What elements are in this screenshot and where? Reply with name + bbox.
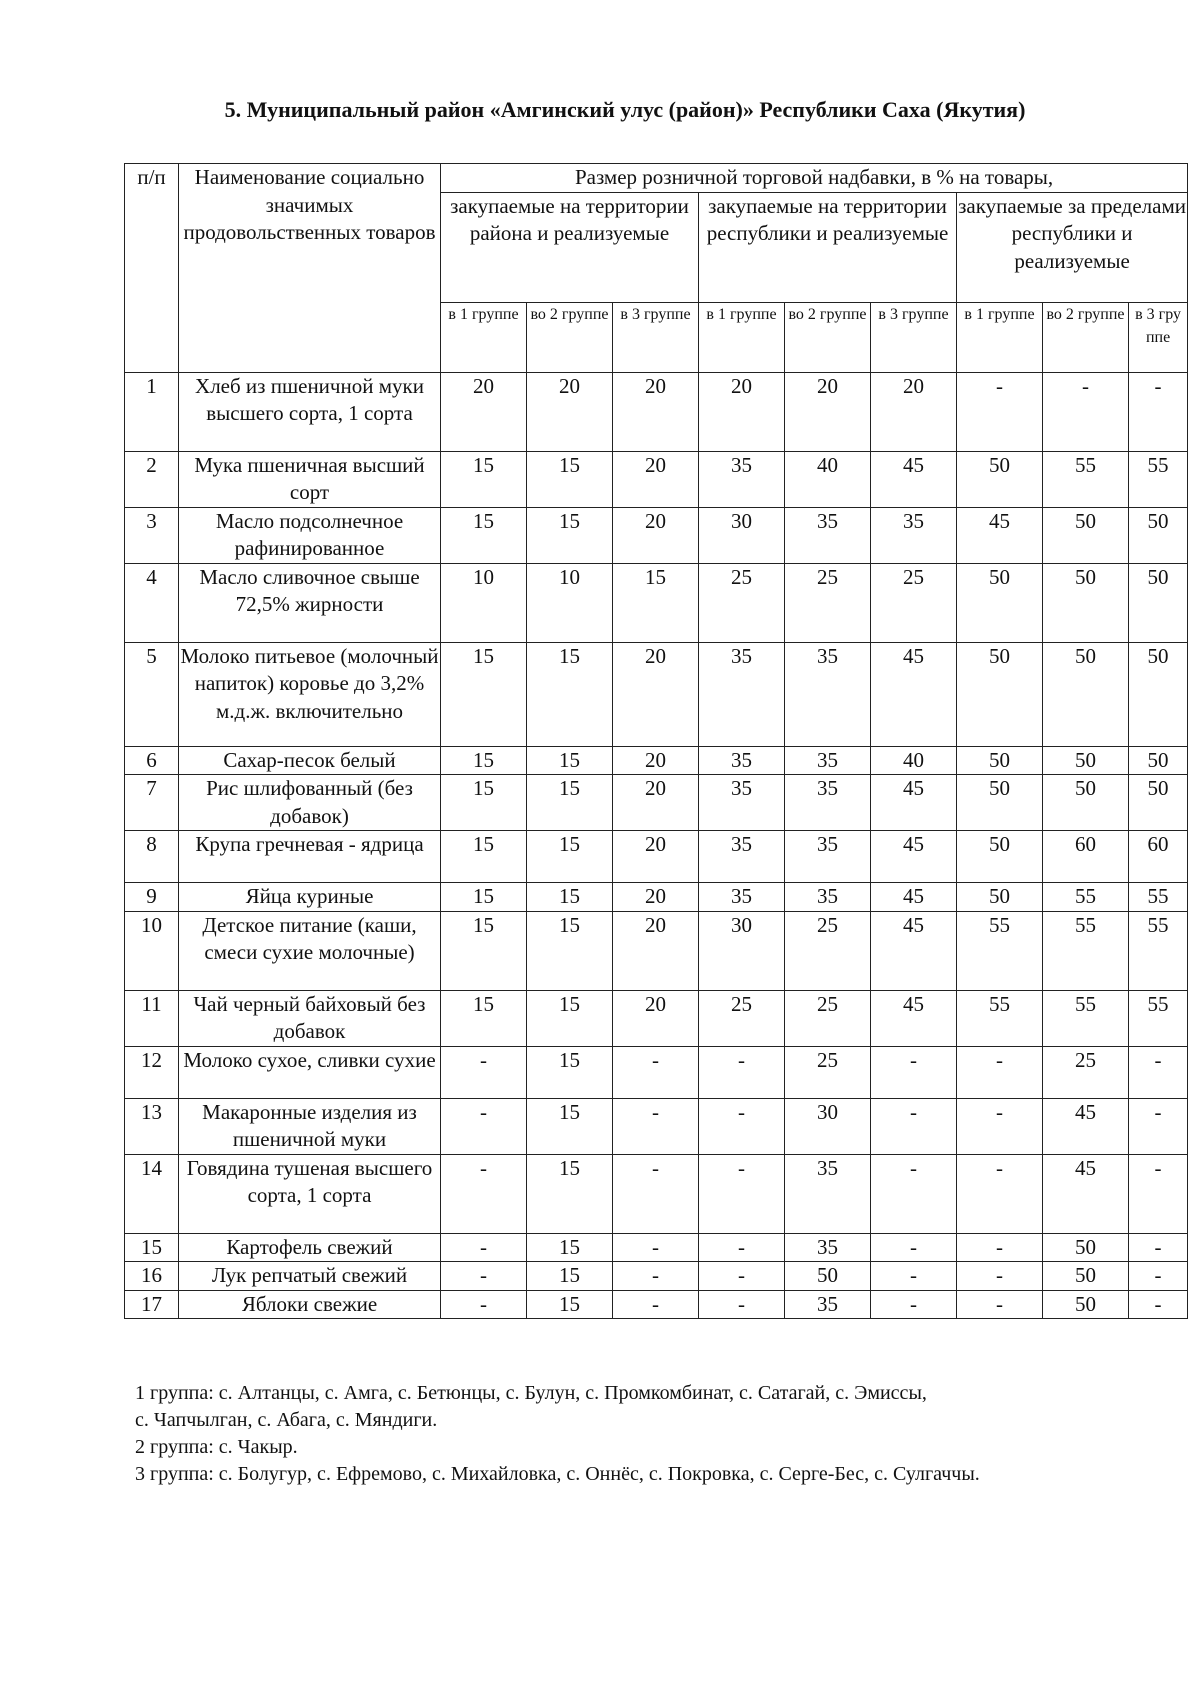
table-row xyxy=(125,775,1188,831)
row-number: 8 xyxy=(125,831,179,883)
product-name: Крупа гречневая - ядрица xyxy=(179,831,441,883)
markup-value: 20 xyxy=(871,372,957,451)
product-name: Яйца куриные xyxy=(179,883,441,912)
markup-value: 15 xyxy=(441,642,527,746)
table-row xyxy=(125,911,1188,990)
table-row xyxy=(125,507,1188,563)
markup-table xyxy=(124,163,1188,1319)
markup-value: 35 xyxy=(699,451,785,507)
product-name: Детское питание (каши, смеси сухие молочные) xyxy=(179,911,441,990)
markup-value: - xyxy=(699,1233,785,1262)
row-number: 4 xyxy=(125,563,179,642)
markup-value: - xyxy=(699,1290,785,1319)
markup-value: 15 xyxy=(527,1290,613,1319)
table-row xyxy=(125,1290,1188,1319)
markup-value: 35 xyxy=(699,775,785,831)
markup-value: 15 xyxy=(441,775,527,831)
header-group-1-1: в 1 группе xyxy=(441,302,527,372)
row-number: 13 xyxy=(125,1098,179,1154)
markup-value: 40 xyxy=(785,451,871,507)
header-group-3-3: в 3 гру ппе xyxy=(1129,302,1188,372)
row-number: 6 xyxy=(125,746,179,775)
product-name: Лук репчатый свежий xyxy=(179,1262,441,1291)
markup-value: 55 xyxy=(1129,911,1188,990)
markup-value: - xyxy=(957,1233,1043,1262)
header-region-republic: закупаемые на территории республики и реализуемые xyxy=(699,192,957,302)
row-number: 3 xyxy=(125,507,179,563)
markup-value: 15 xyxy=(527,990,613,1046)
markup-value: - xyxy=(613,1233,699,1262)
row-number: 5 xyxy=(125,642,179,746)
table-row xyxy=(125,1262,1188,1291)
markup-value: 50 xyxy=(1129,775,1188,831)
markup-value: 45 xyxy=(871,451,957,507)
row-number: 7 xyxy=(125,775,179,831)
header-group-2-2: во 2 группе xyxy=(785,302,871,372)
markup-value: 15 xyxy=(527,1262,613,1291)
note-line: 1 группа: с. Алтанцы, с. Амга, с. Бетюнцы, с. Булун, с. Промкомбинат, с. Сатагай, с. Эмиссы, xyxy=(135,1382,927,1404)
markup-value: 35 xyxy=(699,883,785,912)
markup-value: - xyxy=(441,1154,527,1233)
header-group-3-2: во 2 группе xyxy=(1043,302,1129,372)
header-region-district: закупаемые на территории района и реализуемые xyxy=(441,192,699,302)
markup-value: - xyxy=(699,1262,785,1291)
markup-value: 45 xyxy=(1043,1098,1129,1154)
markup-value: 50 xyxy=(957,451,1043,507)
markup-value: 45 xyxy=(957,507,1043,563)
markup-value: 35 xyxy=(785,1154,871,1233)
markup-value: 35 xyxy=(785,775,871,831)
markup-value: 20 xyxy=(613,451,699,507)
markup-value: 50 xyxy=(785,1262,871,1291)
markup-value: 20 xyxy=(699,372,785,451)
markup-value: 15 xyxy=(527,831,613,883)
markup-value: 15 xyxy=(527,642,613,746)
markup-value: - xyxy=(1129,1233,1188,1262)
markup-value: 35 xyxy=(785,831,871,883)
product-name: Яблоки свежие xyxy=(179,1290,441,1319)
markup-value: - xyxy=(1129,1290,1188,1319)
table-row xyxy=(125,642,1188,746)
markup-value: 35 xyxy=(785,746,871,775)
markup-value: 15 xyxy=(527,1046,613,1098)
markup-value: 15 xyxy=(441,746,527,775)
markup-value: 20 xyxy=(613,911,699,990)
markup-value: 60 xyxy=(1129,831,1188,883)
row-number: 12 xyxy=(125,1046,179,1098)
markup-value: 15 xyxy=(441,990,527,1046)
header-group-1-3: в 3 группе xyxy=(613,302,699,372)
markup-value: 15 xyxy=(441,507,527,563)
header-group-2-3: в 3 группе xyxy=(871,302,957,372)
product-name: Масло сливочное свыше 72,5% жирности xyxy=(179,563,441,642)
markup-value: 25 xyxy=(871,563,957,642)
markup-value: 20 xyxy=(613,507,699,563)
markup-value: 30 xyxy=(785,1098,871,1154)
page-title: 5. Муниципальный район «Амгинский улус (район)» Республики Саха (Якутия) xyxy=(224,97,1026,122)
markup-value: - xyxy=(613,1262,699,1291)
group-notes xyxy=(135,1380,1185,1488)
markup-value: 20 xyxy=(613,831,699,883)
markup-value: 10 xyxy=(527,563,613,642)
row-number: 2 xyxy=(125,451,179,507)
row-number: 11 xyxy=(125,990,179,1046)
markup-value: 25 xyxy=(785,990,871,1046)
markup-value: 55 xyxy=(1043,883,1129,912)
table-row xyxy=(125,1233,1188,1262)
table-row xyxy=(125,990,1188,1046)
markup-value: 50 xyxy=(1129,563,1188,642)
markup-value: 25 xyxy=(785,911,871,990)
table-row xyxy=(125,563,1188,642)
markup-value: 20 xyxy=(441,372,527,451)
table-row xyxy=(125,372,1188,451)
row-number: 16 xyxy=(125,1262,179,1291)
markup-value: 15 xyxy=(441,883,527,912)
markup-value: - xyxy=(1129,372,1188,451)
markup-value: 35 xyxy=(785,1233,871,1262)
markup-value: - xyxy=(1129,1262,1188,1291)
row-number: 10 xyxy=(125,911,179,990)
product-name: Масло подсолнечное рафинированное xyxy=(179,507,441,563)
markup-value: 35 xyxy=(785,642,871,746)
markup-value: - xyxy=(957,1262,1043,1291)
header-num: п/п xyxy=(125,164,179,373)
product-name: Чай черный байховый без добавок xyxy=(179,990,441,1046)
markup-value: 50 xyxy=(957,831,1043,883)
markup-value: 50 xyxy=(1129,507,1188,563)
markup-value: 20 xyxy=(613,746,699,775)
markup-value: 20 xyxy=(613,642,699,746)
markup-value: 50 xyxy=(957,775,1043,831)
markup-value: 50 xyxy=(1043,507,1129,563)
markup-value: 45 xyxy=(871,990,957,1046)
markup-value: - xyxy=(441,1233,527,1262)
markup-value: 15 xyxy=(527,775,613,831)
row-number: 15 xyxy=(125,1233,179,1262)
markup-value: 20 xyxy=(527,372,613,451)
markup-value: - xyxy=(613,1046,699,1098)
markup-value: 55 xyxy=(1043,451,1129,507)
markup-value: - xyxy=(441,1262,527,1291)
product-name: Молоко сухое, сливки сухие xyxy=(179,1046,441,1098)
markup-value: 30 xyxy=(699,507,785,563)
markup-value: - xyxy=(957,372,1043,451)
table-row xyxy=(125,1098,1188,1154)
markup-value: - xyxy=(613,1290,699,1319)
markup-value: - xyxy=(957,1290,1043,1319)
markup-value: 50 xyxy=(1043,1233,1129,1262)
table-row xyxy=(125,451,1188,507)
product-name: Молоко питьевое (молочный напиток) коровье до 3,2% м.д.ж. включительно xyxy=(179,642,441,746)
markup-value: 50 xyxy=(957,746,1043,775)
markup-value: 15 xyxy=(441,911,527,990)
table-row xyxy=(125,746,1188,775)
markup-value: 35 xyxy=(871,507,957,563)
markup-value: 15 xyxy=(613,563,699,642)
markup-value: - xyxy=(699,1046,785,1098)
markup-value: 20 xyxy=(613,883,699,912)
markup-value: - xyxy=(871,1262,957,1291)
markup-value: 55 xyxy=(1129,451,1188,507)
markup-value: 55 xyxy=(957,911,1043,990)
markup-value: 50 xyxy=(1043,563,1129,642)
markup-value: 55 xyxy=(957,990,1043,1046)
markup-value: 45 xyxy=(871,642,957,746)
note-line: 3 группа: с. Болугур, с. Ефремово, с. Михайловка, с. Оннёс, с. Покровка, с. Серге-Бес, с. Сулгаччы. xyxy=(135,1463,980,1485)
markup-value: 15 xyxy=(527,911,613,990)
markup-value: 30 xyxy=(699,911,785,990)
markup-value: 45 xyxy=(871,911,957,990)
markup-value: - xyxy=(441,1098,527,1154)
markup-value: - xyxy=(871,1098,957,1154)
markup-value: 55 xyxy=(1129,990,1188,1046)
markup-value: 35 xyxy=(699,831,785,883)
markup-value: 45 xyxy=(871,883,957,912)
markup-value: 20 xyxy=(613,775,699,831)
markup-value: - xyxy=(1129,1154,1188,1233)
markup-value: 60 xyxy=(1043,831,1129,883)
markup-value: - xyxy=(441,1046,527,1098)
markup-value: 50 xyxy=(1129,746,1188,775)
header-markup: Размер розничной торговой надбавки, в % на товары, xyxy=(441,164,1188,193)
row-number: 14 xyxy=(125,1154,179,1233)
markup-value: 50 xyxy=(1043,775,1129,831)
markup-value: 25 xyxy=(699,563,785,642)
row-number: 1 xyxy=(125,372,179,451)
markup-value: - xyxy=(871,1233,957,1262)
markup-value: 55 xyxy=(1043,990,1129,1046)
markup-value: 15 xyxy=(527,883,613,912)
markup-value: 50 xyxy=(957,563,1043,642)
product-name: Рис шлифованный (без добавок) xyxy=(179,775,441,831)
header-group-2-1: в 1 группе xyxy=(699,302,785,372)
markup-value: 35 xyxy=(785,883,871,912)
markup-value: 10 xyxy=(441,563,527,642)
note-line: с. Чапчылган, с. Абага, с. Мяндиги. xyxy=(135,1409,438,1431)
markup-value: 25 xyxy=(1043,1046,1129,1098)
markup-value: 55 xyxy=(1043,911,1129,990)
markup-value: - xyxy=(957,1046,1043,1098)
markup-value: 15 xyxy=(441,831,527,883)
product-name: Говядина тушеная высшего сорта, 1 сорта xyxy=(179,1154,441,1233)
markup-value: - xyxy=(1129,1098,1188,1154)
markup-value: 35 xyxy=(785,507,871,563)
header-group-3-1: в 1 группе xyxy=(957,302,1043,372)
markup-value: 15 xyxy=(441,451,527,507)
markup-value: 15 xyxy=(527,746,613,775)
markup-value: 50 xyxy=(1129,642,1188,746)
markup-value: 45 xyxy=(871,775,957,831)
product-name: Сахар-песок белый xyxy=(179,746,441,775)
markup-value: - xyxy=(1043,372,1129,451)
markup-value: 15 xyxy=(527,1233,613,1262)
product-name: Картофель свежий xyxy=(179,1233,441,1262)
row-number: 17 xyxy=(125,1290,179,1319)
markup-value: 35 xyxy=(699,746,785,775)
product-name: Макаронные изделия из пшеничной муки xyxy=(179,1098,441,1154)
markup-value: 50 xyxy=(1043,642,1129,746)
markup-value: 20 xyxy=(613,372,699,451)
markup-value: 15 xyxy=(527,507,613,563)
markup-value: - xyxy=(957,1098,1043,1154)
markup-value: 20 xyxy=(785,372,871,451)
markup-value: 35 xyxy=(785,1290,871,1319)
markup-value: - xyxy=(871,1154,957,1233)
markup-value: - xyxy=(441,1290,527,1319)
markup-value: 45 xyxy=(1043,1154,1129,1233)
markup-value: 50 xyxy=(1043,1290,1129,1319)
header-group-1-2: во 2 группе xyxy=(527,302,613,372)
markup-value: 50 xyxy=(957,642,1043,746)
row-number: 9 xyxy=(125,883,179,912)
table-row xyxy=(125,831,1188,883)
markup-value: - xyxy=(699,1098,785,1154)
markup-value: 40 xyxy=(871,746,957,775)
markup-value: 20 xyxy=(613,990,699,1046)
markup-value: 50 xyxy=(957,883,1043,912)
header-product-name: Наименование социально значимых продовольственных товаров xyxy=(179,164,441,373)
markup-value: - xyxy=(871,1046,957,1098)
markup-value: - xyxy=(1129,1046,1188,1098)
markup-value: 15 xyxy=(527,1154,613,1233)
markup-value: 25 xyxy=(699,990,785,1046)
product-name: Мука пшеничная высший сорт xyxy=(179,451,441,507)
markup-value: - xyxy=(613,1154,699,1233)
markup-value: - xyxy=(871,1290,957,1319)
table-row xyxy=(125,1154,1188,1233)
markup-value: 50 xyxy=(1043,1262,1129,1291)
markup-value: 35 xyxy=(699,642,785,746)
table-row xyxy=(125,883,1188,912)
markup-value: 25 xyxy=(785,1046,871,1098)
markup-value: - xyxy=(957,1154,1043,1233)
markup-value: 55 xyxy=(1129,883,1188,912)
markup-value: 15 xyxy=(527,1098,613,1154)
markup-value: 50 xyxy=(1043,746,1129,775)
header-region-outside: закупаемые за пределами республики и реализуемые xyxy=(957,192,1188,302)
markup-value: 15 xyxy=(527,451,613,507)
product-name: Хлеб из пшеничной муки высшего сорта, 1 сорта xyxy=(179,372,441,451)
note-line: 2 группа: с. Чакыр. xyxy=(135,1436,298,1458)
markup-value: - xyxy=(613,1098,699,1154)
markup-value: 45 xyxy=(871,831,957,883)
markup-value: - xyxy=(699,1154,785,1233)
markup-value: 25 xyxy=(785,563,871,642)
table-row xyxy=(125,1046,1188,1098)
